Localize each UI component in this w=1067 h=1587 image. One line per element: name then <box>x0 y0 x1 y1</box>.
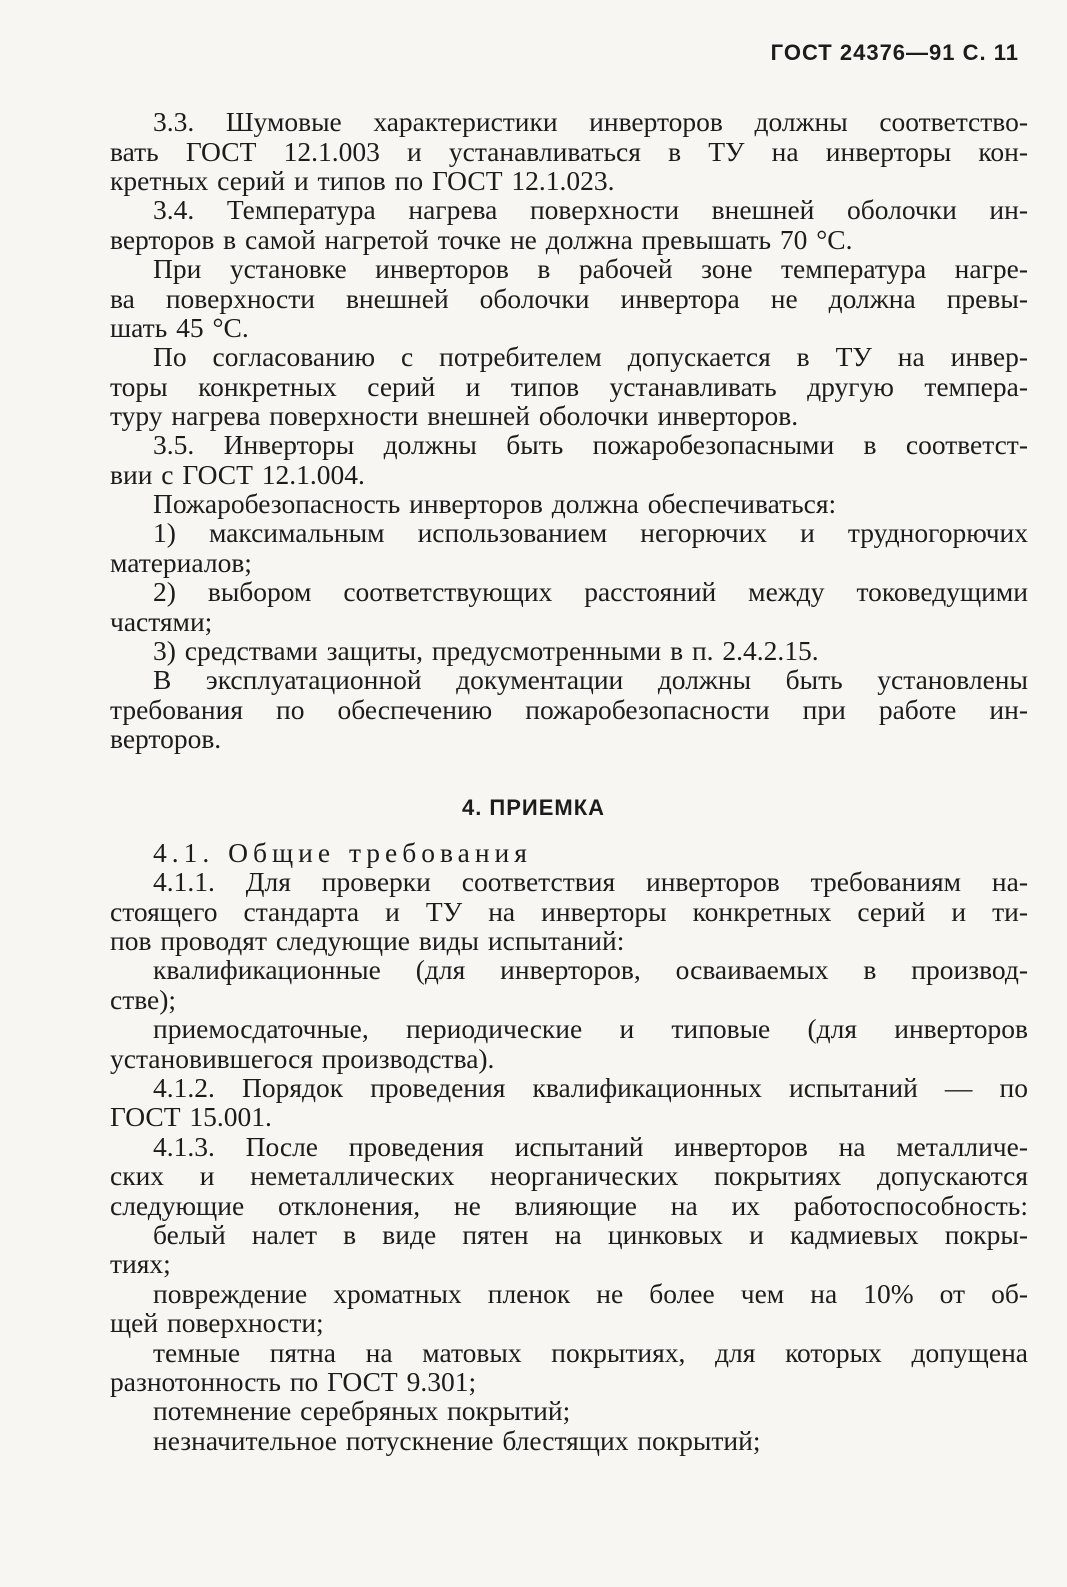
text-line: 3.5. Инверторы должны быть пожаробезопасными в соответст- <box>153 429 1028 460</box>
text-line: повреждение хроматных пленок не более чем на 10% от об- <box>153 1278 1028 1309</box>
text-line: По согласованию с потребителем допускается в ТУ на инвер- <box>153 341 1028 372</box>
text-line: торы конкретных серий и типов устанавливать другую темпера- <box>110 371 1028 402</box>
list-item-line: материалов; <box>110 547 252 578</box>
text-line: стве); <box>110 984 177 1015</box>
text-line: щей поверхности; <box>110 1307 324 1338</box>
text-line: установившегося производства). <box>110 1043 495 1074</box>
list-item-line: частями; <box>110 606 213 637</box>
text-line: вать ГОСТ 12.1.003 и устанавливаться в ТУ на инверторы кон- <box>110 136 1028 167</box>
text-line: белый налет в виде пятен на цинковых и кадмиевых покры- <box>153 1219 1028 1250</box>
text-line: Пожаробезопасность инверторов должна обеспечиваться: <box>153 488 837 519</box>
text-line: темные пятна на матовых покрытиях, для которых допущена <box>153 1337 1028 1368</box>
list-item-line: 2) выбором соответствующих расстояний между токоведущими <box>153 576 1028 607</box>
text-line: 3.4. Температура нагрева поверхности внешней оболочки ин- <box>153 194 1028 225</box>
text-line: ГОСТ 15.001. <box>110 1101 272 1132</box>
text-line: 3.3. Шумовые характеристики инверторов должны соответство- <box>153 106 1028 137</box>
text-line: ских и неметаллических неорганических покрытиях допускаются <box>110 1160 1028 1191</box>
text-line: квалификационные (для инверторов, осваиваемых в производ- <box>153 954 1028 985</box>
text-line: потемнение серебряных покрытий; <box>153 1395 571 1426</box>
section-heading: 4. ПРИЕМКА <box>461 795 606 820</box>
text-line: В эксплуатационной документации должны быть установлены <box>153 664 1028 695</box>
text-line: шать 45 °С. <box>110 312 249 343</box>
text-line: вии с ГОСТ 12.1.004. <box>110 459 365 490</box>
text-line: 4.1.2. Порядок проведения квалификационных испытаний — по <box>153 1072 1028 1103</box>
list-item-line: 3) средствами защиты, предусмотренными в п. 2.4.2.15. <box>153 635 819 666</box>
text-line: незначительное потускнение блестящих покрытий; <box>153 1425 761 1456</box>
text-line: 4.1.1. Для проверки соответствия инверторов требованиям на- <box>153 866 1028 897</box>
text-line: стоящего стандарта и ТУ на инверторы конкретных серий и ти- <box>110 896 1028 927</box>
text-line: 4.1.3. После проведения испытаний инверторов на металличе- <box>153 1131 1028 1162</box>
text-line: тиях; <box>110 1248 171 1279</box>
text-line: приемосдаточные, периодические и типовые (для инверторов <box>153 1013 1028 1044</box>
text-line: туру нагрева поверхности внешней оболочки инверторов. <box>110 400 799 431</box>
text-line: разнотонность по ГОСТ 9.301; <box>110 1366 477 1397</box>
subsection-title: 4.1. Общие требования <box>153 837 532 868</box>
page-header: ГОСТ 24376—91 С. 11 <box>770 40 1019 65</box>
text-line: ва поверхности внешней оболочки инвертора не должна превы- <box>110 283 1028 314</box>
list-item-line: 1) максимальным использованием негорючих и трудногорючих <box>153 517 1028 548</box>
text-line: пов проводят следующие виды испытаний: <box>110 925 625 956</box>
text-line: При установке инверторов в рабочей зоне температура нагре- <box>153 253 1028 284</box>
text-line: следующие отклонения, не влияющие на их работоспособность: <box>110 1190 1028 1221</box>
text-line: кретных серий и типов по ГОСТ 12.1.023. <box>110 165 615 196</box>
text-line: верторов. <box>110 723 222 754</box>
text-line: требования по обеспечению пожаробезопасности при работе ин- <box>110 694 1028 725</box>
text-line: верторов в самой нагретой точке не должна превышать 70 °С. <box>110 224 853 255</box>
